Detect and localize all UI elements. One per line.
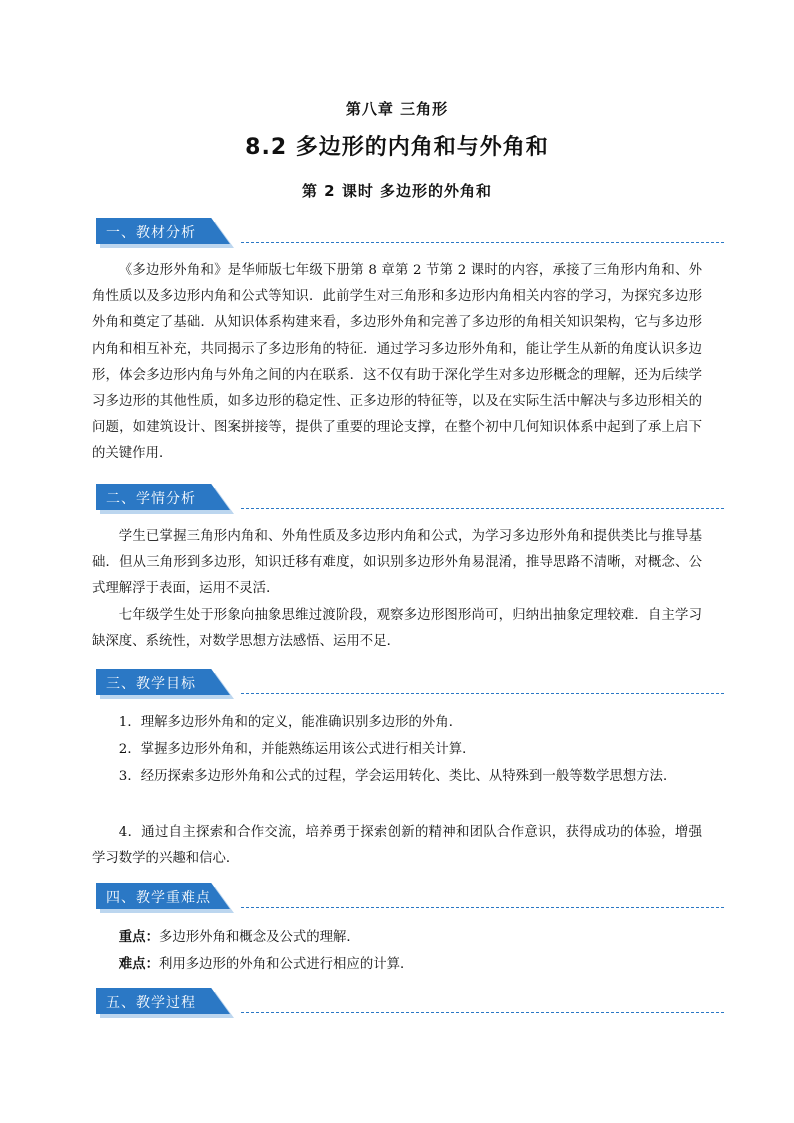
dashed-divider bbox=[241, 693, 724, 694]
goal-item: 2．掌握多边形外角和，并能熟练运用该公式进行相关计算． bbox=[118, 742, 476, 757]
section-heading: 三、教学目标 bbox=[106, 676, 196, 692]
key-point-text: 多边形外角和概念及公式的理解． bbox=[158, 930, 360, 945]
lesson-title: 8.2 多边形的内角和与外角和 bbox=[245, 135, 549, 160]
dashed-divider bbox=[241, 1012, 724, 1013]
goal-item: 3．经历探索多边形外角和公式的过程，学会运用转化、类比、从特殊到一般等数学思想方法． bbox=[118, 769, 677, 784]
difficult-point-label: 难点： bbox=[118, 956, 159, 972]
dashed-divider bbox=[241, 242, 724, 243]
lesson-subtitle: 第 2 课时 多边形的外角和 bbox=[301, 182, 493, 200]
section-heading: 四、教学重难点 bbox=[106, 890, 211, 906]
paragraph: 七年级学生处于形象向抽象思维过渡阶段，观察多边形图形尚可，归纳出抽象定理较难．自主学习缺深度、系统性，对数学思想方法感悟、运用不足． bbox=[92, 608, 702, 650]
goal-item: 4．通过自主探索和合作交流，培养勇于探索创新的精神和团队合作意识，获得成功的体验，增强学习数学的兴趣和信心． bbox=[92, 825, 702, 867]
section-heading: 二、学情分析 bbox=[106, 491, 196, 507]
paragraph: 学生已掌握三角形内角和、外角性质及多边形内角和公式，为学习多边形外角和提供类比与推导基础．但从三角形到多边形，知识迁移有难度，如识别多边形外角易混淆，推导思路不清晰，对概念、公式理解浮于表面，运用不灵活． bbox=[92, 529, 702, 597]
chapter-title: 第八章 三角形 bbox=[345, 100, 449, 118]
dashed-divider bbox=[241, 508, 724, 509]
section-header-teaching-process bbox=[96, 988, 724, 1016]
section-heading: 五、教学过程 bbox=[106, 995, 196, 1011]
section-header-textbook-analysis bbox=[96, 218, 724, 246]
key-point-label: 重点： bbox=[118, 929, 159, 945]
goal-item: 1．理解多边形外角和的定义，能准确识别多边形的外角． bbox=[118, 715, 463, 730]
section-header-key-points bbox=[96, 883, 724, 911]
key-point bbox=[92, 924, 702, 951]
dashed-divider bbox=[241, 907, 724, 908]
section-heading: 一、教材分析 bbox=[106, 225, 196, 241]
paragraph: 《多边形外角和》是华师版七年级下册第 8 章第 2 节第 2 课时的内容，承接了三角形内角和、外角性质以及多边形内角和公式等知识．此前学生对三角形和多边形内角相关内容的学习，为探究多边形外角和奠定了基础．从知识体系构建来看，多边形外角和完善了多边形的角相关知识架构，它与多边形内角和相互补充，共同揭示了多边形角的特征．通过学习多边形外角和，能让学生从新的角度认识多边形，体会多边形内角与外角之间的内在联系．这不仅有助于深化学生对多边形概念的理解，还为后续学习多边形的其他性质，如多边形的稳定性、正多边形的特征等，以及在实际生活中解决与多边形相关的问题，如建筑设计、图案拼接等，提供了重要的理论支撑，在整个初中几何知识体系中起到了承上启下的关键作用． bbox=[92, 263, 702, 462]
section-header-student-analysis bbox=[96, 484, 724, 512]
section-header-teaching-goals bbox=[96, 669, 724, 697]
difficult-point bbox=[92, 951, 702, 978]
difficult-point-text: 利用多边形的外角和公式进行相应的计算． bbox=[158, 957, 414, 972]
